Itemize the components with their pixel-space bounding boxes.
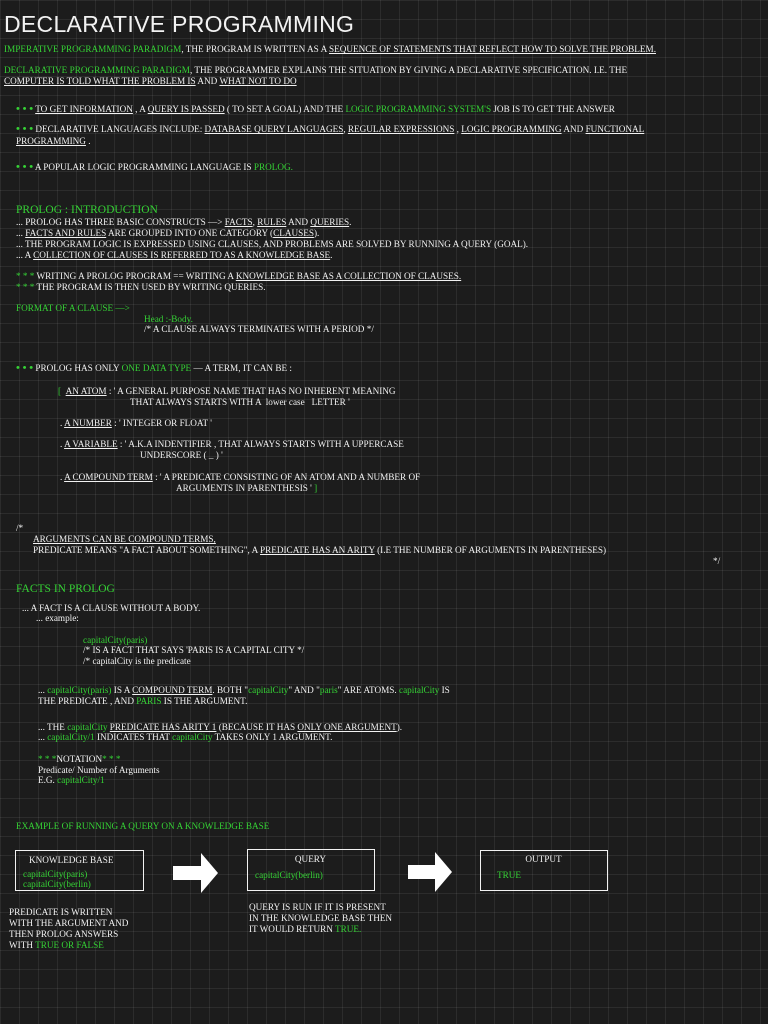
right-arrow-icon: [408, 852, 452, 892]
facts-example-code: capitalCity(paris): [83, 635, 148, 645]
term-compound: . A COMPOUND TERM : ' A PREDICATE CONSISTING OF AN ATOM AND A NUMBER OF: [60, 472, 421, 482]
facts-definition: ... A FACT IS A CLAUSE WITHOUT A BODY.: [22, 603, 201, 613]
knowledge-base-title: KNOWLEDGE BASE: [29, 855, 114, 865]
predicate-note-line-1: PREDICATE IS WRITTEN: [9, 907, 113, 917]
bullet-popular-language: • • • A POPULAR LOGIC PROGRAMMING LANGUAGE IS PROLOG.: [16, 161, 293, 173]
query-box: [247, 849, 375, 891]
data-type-line: • • • PROLOG HAS ONLY ONE DATA TYPE — A TERM, IT CAN BE :: [16, 362, 292, 374]
comment-predicate-line: PREDICATE MEANS "A FACT ABOUT SOMETHING", A PREDICATE HAS AN ARITY (I.E THE NUMBER OF ARGUMENTS IN PARENTHESES): [33, 545, 607, 555]
facts-example-label: ... example:: [36, 613, 79, 623]
bullet-get-information: • • • TO GET INFORMATION , A QUERY IS PASSED ( TO SET A GOAL) AND THE LOGIC PROGRAMMING SYSTEM'S JOB IS TO GET THE ANSWER: [16, 103, 615, 115]
notation-example: E.G. capitalCity/1: [38, 775, 105, 785]
query-note-line-1: QUERY IS RUN IF IT IS PRESENT: [249, 902, 386, 912]
output-box: [480, 850, 608, 891]
output-title: OUTPUT: [525, 854, 562, 864]
query-title: QUERY: [294, 854, 327, 864]
prolog-constructs-line: ... PROLOG HAS THREE BASIC CONSTRUCTS —> FACTS, RULES AND QUERIES.: [16, 217, 352, 227]
knowledge-base-box: [15, 850, 144, 891]
declarative-paragraph: DECLARATIVE PROGRAMMING PARADIGM, THE PROGRAMMER EXPLAINS THE SITUATION BY GIVING A DECLARATIVE SPECIFICATION. I.E. THE: [4, 65, 628, 75]
term-number: . A NUMBER : ' INTEGER OR FLOAT ': [60, 418, 212, 428]
term-compound-cont: ARGUMENTS IN PARENTHESIS ' ]: [176, 483, 318, 493]
term-atom: [ AN ATOM : ' A GENERAL PURPOSE NAME THAT HAS NO INHERENT MEANING: [58, 386, 396, 396]
imperative-paragraph: IMPERATIVE PROGRAMMING PARADIGM, THE PROGRAM IS WRITTEN AS A SEQUENCE OF STATEMENTS THAT REFLECT HOW TO SOLVE THE PROBLEM.: [4, 44, 656, 54]
page-title: DECLARATIVE PROGRAMMING: [4, 11, 355, 37]
clause-format-comment: /* A CLAUSE ALWAYS TERMINATES WITH A PERIOD */: [144, 324, 374, 334]
facts-compound-line-cont: THE PREDICATE , AND PARIS IS THE ARGUMENT.: [38, 696, 248, 706]
facts-arity-line: ... THE capitalCity PREDICATE HAS ARITY 1 (BECAUSE IT HAS ONLY ONE ARGUMENT).: [38, 722, 403, 732]
predicate-note-line-2: WITH THE ARGUMENT AND: [9, 918, 129, 928]
notation-line: Predicate/ Number of Arguments: [38, 765, 160, 775]
section-heading-prolog-introduction: PROLOG : INTRODUCTION: [16, 204, 158, 216]
query-note-line-3: IT WOULD RETURN TRUE.: [249, 924, 362, 934]
clause-format-label: FORMAT OF A CLAUSE —>: [16, 303, 130, 313]
bullet-declarative-languages: • • • DECLARATIVE LANGUAGES INCLUDE: DATABASE QUERY LANGUAGES, REGULAR EXPRESSIONS , LOGIC PROGRAMMING AND FUNCTIONAL: [16, 123, 645, 135]
prolog-queries-line: * * * THE PROGRAM IS THEN USED BY WRITING QUERIES.: [16, 282, 266, 292]
facts-indicates-line: ... capitalCity/1 INDICATES THAT capitalCity TAKES ONLY 1 ARGUMENT.: [38, 732, 333, 742]
facts-example-comment1: /* IS A FACT THAT SAYS 'PARIS IS A CAPITAL CITY */: [83, 645, 305, 655]
right-arrow-icon: [173, 853, 218, 893]
query-text: capitalCity(berlin): [255, 870, 323, 880]
section-heading-example: EXAMPLE OF RUNNING A QUERY ON A KNOWLEDGE BASE: [16, 821, 270, 831]
knowledge-base-fact-2: capitalCity(berlin): [23, 879, 91, 889]
prolog-knowledge-base-line: ... A COLLECTION OF CLAUSES IS REFERRED TO AS A KNOWLEDGE BASE.: [16, 250, 333, 260]
section-heading-facts: FACTS IN PROLOG: [16, 583, 115, 595]
prolog-writing-program-line: * * * WRITING A PROLOG PROGRAM == WRITING A KNOWLEDGE BASE AS A COLLECTION OF CLAUSES.: [16, 271, 462, 281]
query-note-line-2: IN THE KNOWLEDGE BASE THEN: [249, 913, 393, 923]
term-variable: . A VARIABLE : ' A.K.A INDENTIFIER , THAT ALWAYS STARTS WITH A UPPERCASE: [60, 439, 404, 449]
clause-format-code: Head :-Body.: [144, 314, 193, 324]
predicate-note-line-4: WITH TRUE OR FALSE: [9, 940, 104, 950]
bullet-declarative-languages-cont: PROGRAMMING .: [16, 136, 91, 146]
declarative-paragraph-cont: COMPUTER IS TOLD WHAT THE PROBLEM IS AND WHAT NOT TO DO: [4, 76, 297, 86]
comment-arguments-line: ARGUMENTS CAN BE COMPOUND TERMS,: [33, 534, 216, 544]
prolog-clauses-line: ... FACTS AND RULES ARE GROUPED INTO ONE CATEGORY (CLAUSES).: [16, 228, 320, 238]
comment-open: /*: [16, 523, 24, 533]
comment-close: */: [713, 556, 721, 566]
notation-heading: * * *NOTATION* * *: [38, 754, 121, 764]
knowledge-base-fact-1: capitalCity(paris): [23, 869, 88, 879]
term-atom-cont: THAT ALWAYS STARTS WITH A lower case LETTER ': [130, 397, 350, 407]
prolog-logic-line: ... THE PROGRAM LOGIC IS EXPRESSED USING CLAUSES, AND PROBLEMS ARE SOLVED BY RUNNING A QUERY (GOAL).: [16, 239, 529, 249]
facts-example-comment2: /* capitalCity is the predicate: [83, 656, 191, 666]
output-value: TRUE: [497, 870, 521, 880]
facts-compound-line: ... capitalCity(paris) IS A COMPOUND TERM. BOTH "capitalCity" AND "paris" ARE ATOMS. capitalCity IS: [38, 685, 450, 695]
predicate-note-line-3: THEN PROLOG ANSWERS: [9, 929, 119, 939]
term-variable-cont: UNDERSCORE ( _ ) ': [140, 450, 223, 460]
